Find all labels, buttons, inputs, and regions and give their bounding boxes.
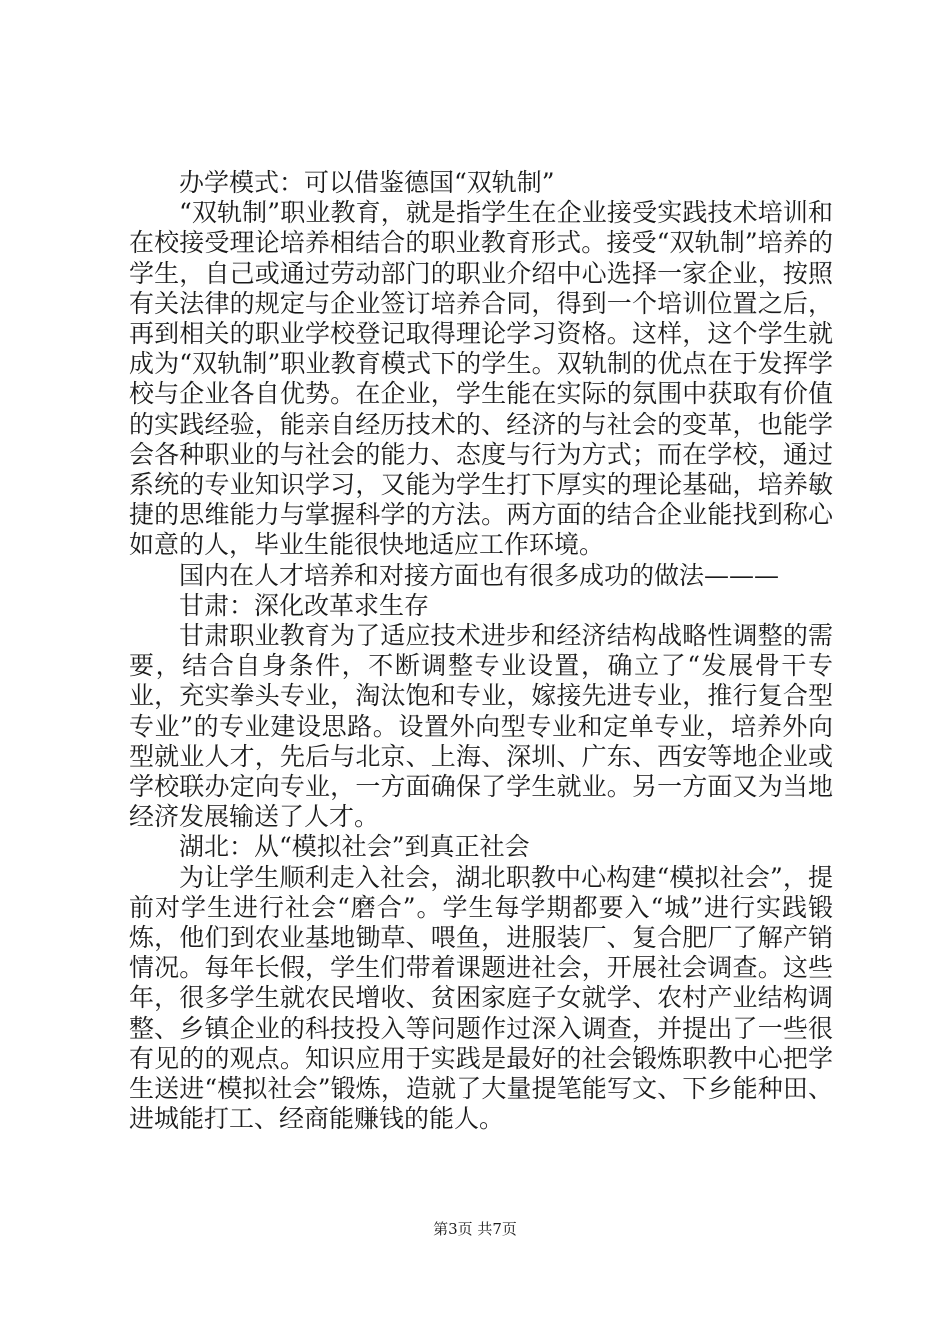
section-heading-dual-system: 办学模式：可以借鉴德国“双轨制” (179, 168, 555, 197)
document-body (129, 168, 833, 1135)
paragraph-gansu: 甘肃职业教育为了适应技术进步和经济结构战略性调整的需要，结合自身条件，不断调整专业设置，确立了“发展骨干专业，充实拳头专业，淘汰饱和专业，嫁接先进专业，推行复合型专业”的专业建设思路。设置外向型专业和定单专业，培养外向型就业人才，先后与北京、上海、深圳、广东、西安等地企业或学校联办定向专业，一方面确保了学生就业。另一方面又为当地经济发展输送了人才。 (129, 621, 833, 832)
paragraph-dual-system: “双轨制”职业教育，就是指学生在企业接受实践技术培训和在校接受理论培养相结合的职业教育形式。接受“双轨制”培养的学生，自己或通过劳动部门的职业介绍中心选择一家企业，按照有关法律的规定与企业签订培养合同，得到一个培训位置之后，再到相关的职业学校登记取得理论学习资格。这样，这个学生就成为“双轨制”职业教育模式下的学生。双轨制的优点在于发挥学校与企业各自优势。在企业，学生能在实际的氛围中获取有价值的实践经验，能亲自经历技术的、经济的与社会的变革，也能学会各种职业的与社会的能力、态度与行为方式；而在学校，通过系统的专业知识学习，又能为学生打下厚实的理论基础，培养敏捷的思维能力与掌握科学的方法。两方面的结合企业能找到称心如意的人，毕业生能很快地适应工作环境。 (129, 198, 833, 560)
page-number-footer: 第3页 共7页 (433, 1220, 517, 1238)
intro-domestic-practices: 国内在人才培养和对接方面也有很多成功的做法——— (179, 560, 780, 590)
section-heading-hubei: 湖北：从“模拟社会”到真正社会 (179, 832, 530, 862)
paragraph-hubei: 为让学生顺利走入社会，湖北职教中心构建“模拟社会”，提前对学生进行社会“磨合”。学生每学期都要入“城”进行实践锻炼，他们到农业基地锄草、喂鱼，进服装厂、复合肥厂了解产销情况。每年长假，学生们带着课题进社会，开展社会调查。这些年，很多学生就农民增收、贫困家庭子女就学、农村产业结构调整、乡镇企业的科技投入等问题作过深入调查，并提出了一些很有见的的观点。知识应用于实践是最好的社会锻炼职教中心把学生送进“模拟社会”锻炼，造就了大量提笔能写文、下乡能种田、进城能打工、经商能赚钱的能人。 (129, 862, 833, 1134)
section-heading-gansu: 甘肃：深化改革求生存 (179, 590, 430, 620)
